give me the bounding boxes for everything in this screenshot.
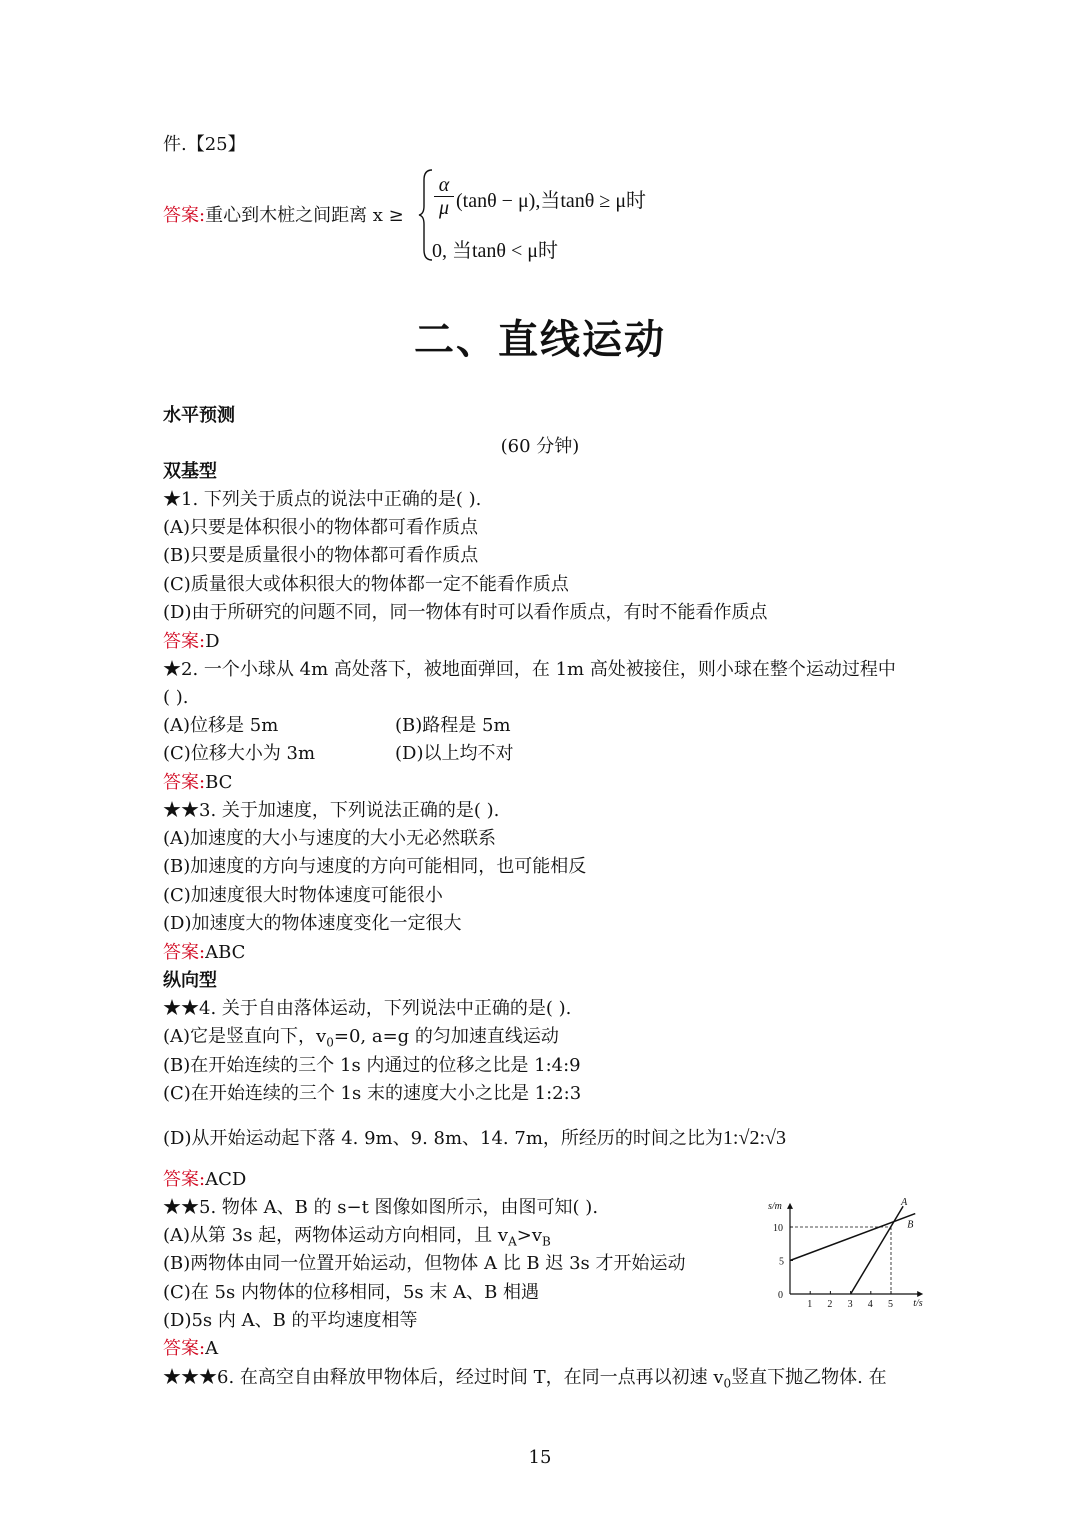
- x-tick-label: 1: [807, 1299, 813, 1310]
- question-2-options-row-1: [163, 714, 278, 738]
- answer-label: 答案:: [163, 942, 206, 963]
- fraction-denominator: μ: [438, 197, 450, 219]
- question-5-option-c: (C)在 5s 内物体的位移相同，5s 末 A、B 相遇: [163, 1282, 540, 1303]
- stem-text: ★★★6. 在高空自由释放甲物体后，经过时间 T，在同一点再以初速 v: [163, 1367, 724, 1388]
- question-2-option-a: (A)位移是 5m: [163, 715, 279, 736]
- question-2-option-d: (D)以上均不对: [395, 743, 514, 764]
- series-label-B: B: [907, 1219, 914, 1231]
- question-1-option-a: (A)只要是体积很小的物体都可看作质点: [163, 517, 479, 538]
- question-1-option-c: (C)质量很大或体积很大的物体都一定不能看作质点: [163, 574, 569, 595]
- chapter-title: 二、直线运动: [414, 317, 666, 363]
- question-2-stem: ★2. 一个小球从 4m 高处落下，被地面弹回，在 1m 高处被接住，则小球在整个运动过程中: [163, 659, 896, 680]
- question-1-stem: ★1. 下列关于质点的说法中正确的是( ).: [163, 489, 482, 510]
- answer-value: D: [205, 631, 220, 652]
- x-tick-label: 2: [827, 1299, 833, 1310]
- question-3-answer: [163, 941, 245, 965]
- answer-formula-row: [163, 204, 404, 228]
- stem-text: 竖直下抛乙物体. 在: [731, 1367, 887, 1388]
- answer-value: ACD: [205, 1169, 247, 1190]
- question-3-option-a: (A)加速度的大小与速度的大小无必然联系: [163, 828, 497, 849]
- fraction: [434, 174, 454, 219]
- x-tick-label: 3: [847, 1299, 853, 1310]
- subscript: A: [508, 1234, 517, 1249]
- page-number: 15: [528, 1447, 552, 1468]
- subscript: B: [542, 1234, 551, 1249]
- question-1-answer: [163, 630, 220, 654]
- question-5-stem: ★★5. 物体 A、B 的 s−t 图像如图所示，由图可知( ).: [163, 1197, 599, 1218]
- answer-label: 答案:: [163, 631, 206, 652]
- question-2-stem-cont: ( ).: [163, 687, 189, 708]
- answer-label: 答案:: [163, 1338, 206, 1359]
- origin-label: 0: [778, 1290, 783, 1301]
- answer-value: ABC: [205, 942, 246, 963]
- question-5-answer: [163, 1337, 218, 1361]
- group-heading-1: 双基型: [163, 461, 217, 482]
- option-text: (D)从开始运动起下落 4. 9m、9. 8m、14. 7m，所经历的时间之比为: [163, 1128, 723, 1149]
- st-graph: [760, 1188, 925, 1313]
- question-4-option-c: (C)在开始连续的三个 1s 末的速度大小之比是 1:2:3: [163, 1083, 582, 1104]
- question-5-option-a: [163, 1224, 551, 1254]
- question-6-stem: [163, 1366, 887, 1396]
- question-2-option-b: (B)路程是 5m: [395, 715, 511, 736]
- question-2-option-c: (C)位移大小为 3m: [163, 743, 316, 764]
- question-2-answer: [163, 771, 232, 795]
- question-3-stem: ★★3. 关于加速度，下列说法正确的是( ).: [163, 800, 500, 821]
- option-text: (A)它是竖直向下，v: [163, 1026, 327, 1047]
- question-4-answer: [163, 1168, 246, 1192]
- group-heading-2: 纵向型: [163, 970, 217, 991]
- x-axis-label: t/s: [913, 1298, 923, 1309]
- question-4-stem: ★★4. 关于自由落体运动，下列说法中正确的是( ).: [163, 998, 572, 1019]
- option-text: >v: [516, 1225, 543, 1246]
- section-heading: 水平预测: [163, 405, 235, 426]
- series-line-B: [790, 1214, 915, 1261]
- x-tick-label: 4: [867, 1299, 873, 1310]
- answer-value: BC: [205, 772, 233, 793]
- y-axis-label: s/m: [768, 1200, 782, 1212]
- question-5-option-b: (B)两物体由同一位置开始运动，但物体 A 比 B 迟 3s 才开始运动: [163, 1253, 686, 1274]
- question-1-option-b: (B)只要是质量很小的物体都可看作质点: [163, 545, 479, 566]
- y-tick-label: 10: [773, 1223, 783, 1234]
- formula-case-1: (tanθ − μ),当tanθ ≥ μ时: [456, 190, 647, 212]
- question-4-option-a: [163, 1025, 559, 1055]
- answer-label: 答案:: [163, 205, 206, 226]
- subscript: 0: [326, 1035, 334, 1050]
- x-axis-arrow: [917, 1291, 923, 1297]
- answer-value: A: [205, 1338, 219, 1359]
- time-limit: (60 分钟): [500, 436, 580, 457]
- question-3-option-b: (B)加速度的方向与速度的方向可能相同，也可能相反: [163, 856, 587, 877]
- subscript: 0: [723, 1376, 732, 1391]
- x-tick-label: 5: [888, 1299, 893, 1310]
- question-4-option-d: [163, 1126, 786, 1151]
- option-text: (A)从第 3s 起，两物体运动方向相同，且 v: [163, 1225, 509, 1246]
- question-3-option-d: (D)加速度大的物体速度变化一定很大: [163, 913, 462, 934]
- y-tick-label: 5: [779, 1256, 784, 1268]
- question-1-option-d: (D)由于所研究的问题不同，同一物体有时可以看作质点，有时不能看作质点: [163, 602, 768, 623]
- question-3-option-c: (C)加速度很大时物体速度可能很小: [163, 885, 443, 906]
- answer-label: 答案:: [163, 772, 206, 793]
- time-ratio: 1:√2:√3: [722, 1127, 786, 1149]
- y-axis-arrow: [787, 1203, 793, 1209]
- option-text: =0, a=g 的匀加速直线运动: [333, 1026, 559, 1047]
- fraction-numerator: α: [438, 174, 450, 196]
- question-5-option-d: (D)5s 内 A、B 的平均速度相等: [163, 1310, 418, 1331]
- series-line-A: [851, 1206, 904, 1294]
- answer-text: 重心到木桩之间距离 x ≥: [205, 205, 404, 226]
- formula-case-2: 0, 当tanθ < μ时: [432, 240, 559, 262]
- series-label-A: A: [901, 1197, 908, 1209]
- question-4-option-b: (B)在开始连续的三个 1s 内通过的位移之比是 1:4:9: [163, 1055, 581, 1076]
- continuation-line: 件.【25】: [163, 134, 246, 155]
- answer-label: 答案:: [163, 1169, 206, 1190]
